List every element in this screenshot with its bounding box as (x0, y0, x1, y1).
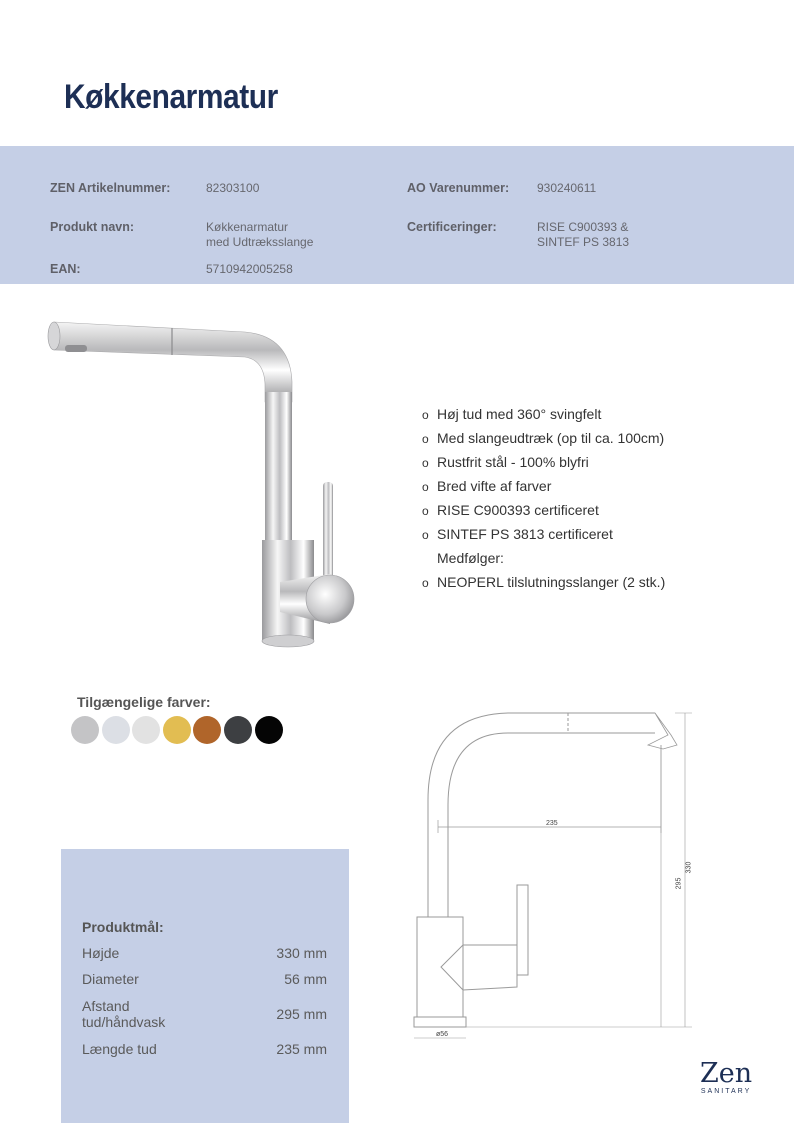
colors-title: Tilgængelige farver: (77, 694, 211, 710)
swatch-brushed-steel[interactable] (102, 716, 130, 744)
swatch-light-grey[interactable] (132, 716, 160, 744)
zen-article-label: ZEN Artikelnummer: (50, 181, 171, 195)
bullet-icon: o (422, 456, 429, 470)
swatch-gunmetal[interactable] (224, 716, 252, 744)
product-name-label: Produkt navn: (50, 220, 135, 234)
product-info-panel (0, 146, 794, 284)
ao-number-value: 930240611 (537, 181, 597, 195)
drawing-dim-spout: 235 (546, 820, 558, 827)
swatch-black[interactable] (255, 716, 283, 744)
ao-number-label: AO Varenummer: (407, 181, 510, 195)
product-dimensions-panel: Produktmål: Højde 330 mm Diameter 56 mm Afstand tud/håndvask 295 mm Længde tud 235 mm (61, 849, 349, 1123)
certifications-label: Certificeringer: (407, 220, 497, 234)
swatch-copper[interactable] (193, 716, 221, 744)
bullet-icon (422, 548, 437, 572)
ean-value: 5710942005258 (206, 262, 293, 276)
feature-item: o Rustfrit stål - 100% blyfri (422, 452, 665, 476)
drawing-dim-height: 330 (685, 861, 693, 874)
logo-wordmark: Zen (700, 1058, 753, 1089)
feature-item: o SINTEF PS 3813 certificeret (422, 524, 665, 548)
swatch-gold[interactable] (163, 716, 191, 744)
bullet-icon: o (422, 480, 429, 494)
bullet-icon: o (422, 576, 429, 590)
color-swatches (71, 716, 283, 744)
bullet-icon: o (422, 504, 429, 518)
feature-item: o NEOPERL tilslutningsslanger (2 stk.) (422, 572, 665, 596)
feature-item: o Bred vifte af farver (422, 476, 665, 500)
technical-drawing (405, 705, 705, 1050)
feature-item: Medfølger: (422, 548, 665, 572)
drawing-dim-diameter: ø56 (436, 1031, 449, 1038)
bullet-icon: o (422, 432, 429, 446)
logo-subtitle: SANITARY (700, 1088, 752, 1095)
feature-list (422, 404, 665, 596)
zen-article-value: 82303100 (206, 181, 260, 195)
drawing-spout-outer (428, 713, 655, 917)
bullet-icon: o (422, 408, 429, 422)
bullet-icon: o (422, 528, 429, 542)
page-title: Køkkenarmatur (64, 78, 278, 116)
faucet-photo (40, 312, 370, 662)
feature-item: o Med slangeudtræk (op til ca. 100cm) (422, 428, 665, 452)
swatch-chrome[interactable] (71, 716, 99, 744)
certifications-value: RISE C900393 & SINTEF PS 3813 (537, 220, 630, 249)
ean-label: EAN: (50, 262, 81, 276)
dimensions-title: Produktmål: (82, 919, 164, 935)
drawing-dim-clearance: 295 (675, 877, 683, 890)
feature-item: o Høj tud med 360° svingfelt (422, 404, 665, 428)
zen-logo (700, 1060, 752, 1095)
feature-item: o RISE C900393 certificeret (422, 500, 665, 524)
product-name-value: Køkkenarmatur med Udtræksslange (206, 220, 314, 249)
